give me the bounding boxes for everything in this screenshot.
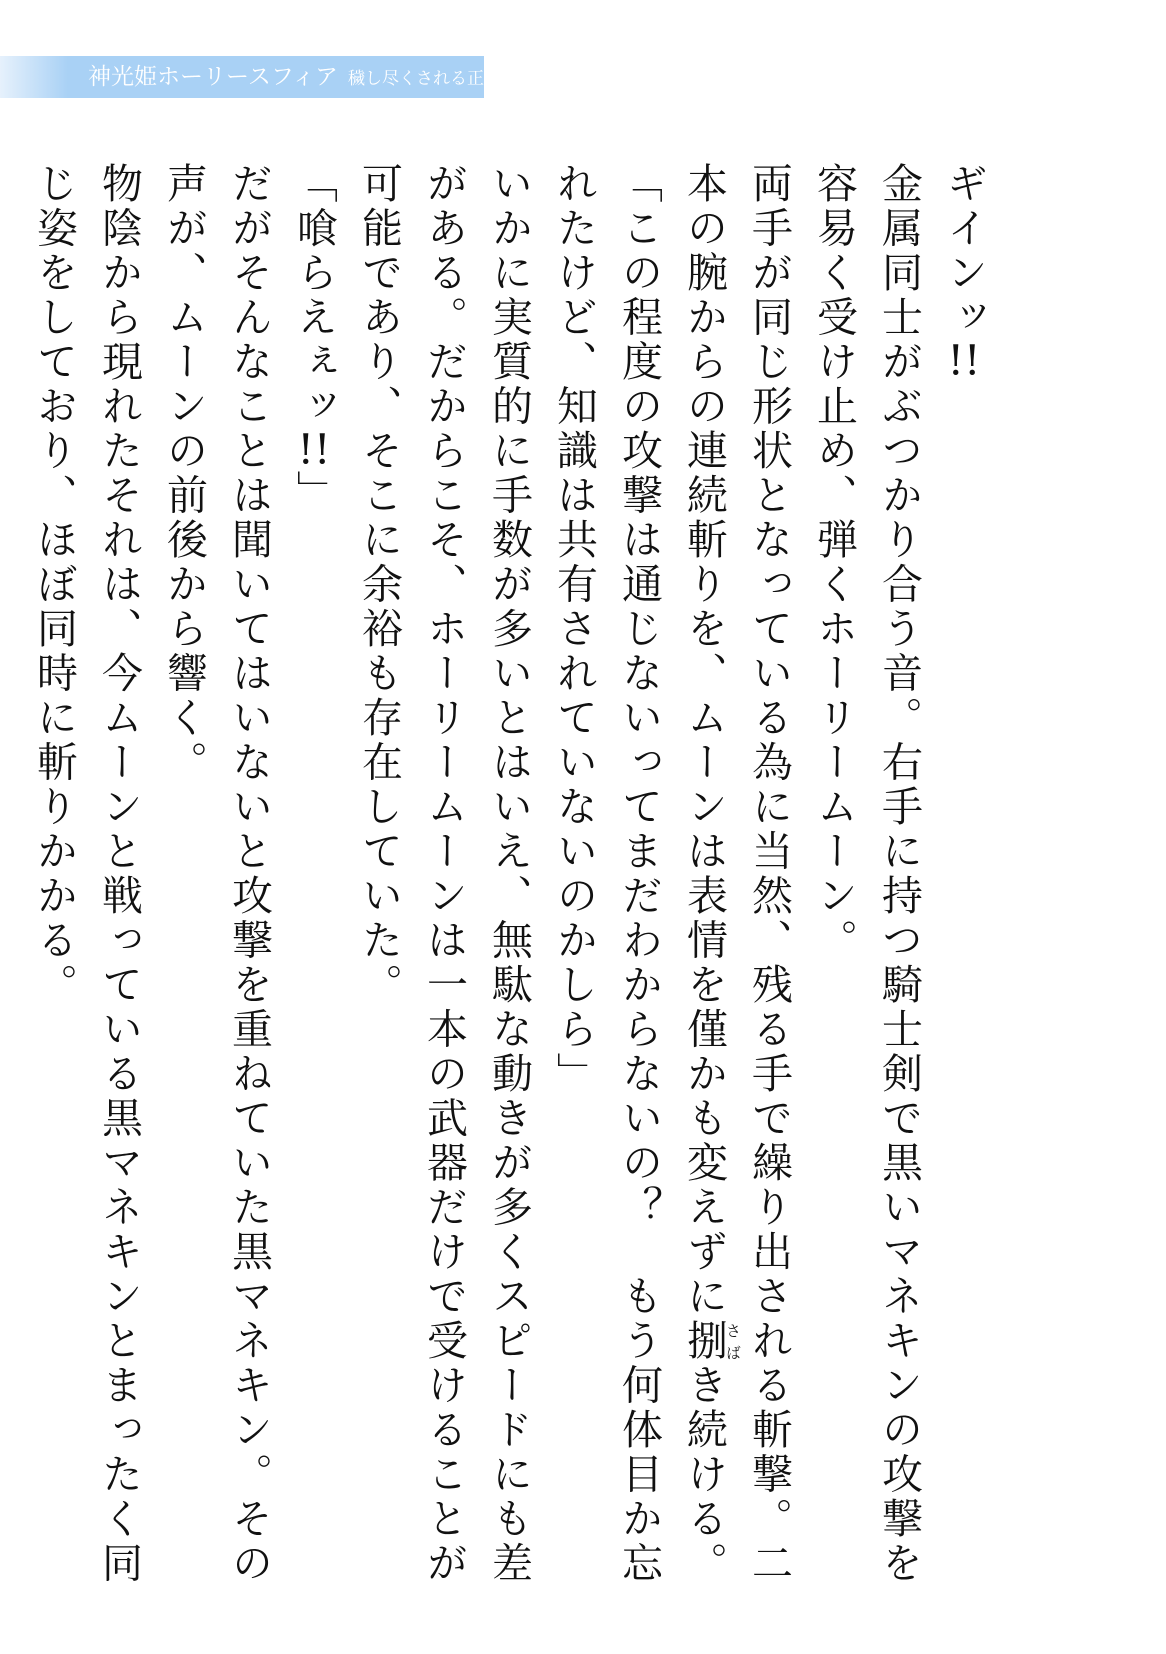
paragraph-7: だがそんなことは聞いてはいないと攻撃を重ねていた黒マネキン。その声が、ムーンの前後から響く。 — [160, 162, 273, 1586]
ruby-saba: 捌さば — [680, 1319, 742, 1364]
paragraph-8: 物陰から現れたそれは、今ムーンと戦っている黒マネキンとまったく同じ姿をしており、ほぼ同時に斬りかかる。 — [30, 162, 143, 1586]
paragraph-3: 両手が同じ形状となっている為に当然、残る手で繰り出される斬撃。二本の腕からの連続斬りを、ムーンは表情を僅かも変えずに捌さばき続ける。 — [680, 162, 793, 1586]
paragraph-2: 金属同士がぶつかり合う音。右手に持つ騎士剣で黒いマネキンの攻撃を容易く受け止め、弾くホーリームーン。 — [810, 162, 923, 1586]
book-title-header — [88, 56, 501, 98]
paragraph-5: いかに実質的に手数が多いとはいえ、無駄な動きが多くスピードにも差がある。だからこそ、ホーリームーンは一本の武器だけで受けることが可能であり、そこに余裕も存在していた。 — [355, 162, 533, 1586]
header-band — [0, 56, 502, 98]
header-title: 神光姫ホーリースフィア — [88, 64, 339, 90]
header-subtitle: 穢し尽くされる正義 — [348, 69, 502, 89]
paragraph-6: 「喰らえぇッ!!」 — [290, 162, 338, 515]
vertical-text-body — [21, 162, 996, 1592]
paragraph-1: ギインッ!! — [940, 162, 988, 381]
paragraph-4: 「この程度の攻撃は通じないってまだわからないの？ もう何体目か忘れたけど、知識は共有されていないのかしら」 — [550, 162, 663, 1586]
